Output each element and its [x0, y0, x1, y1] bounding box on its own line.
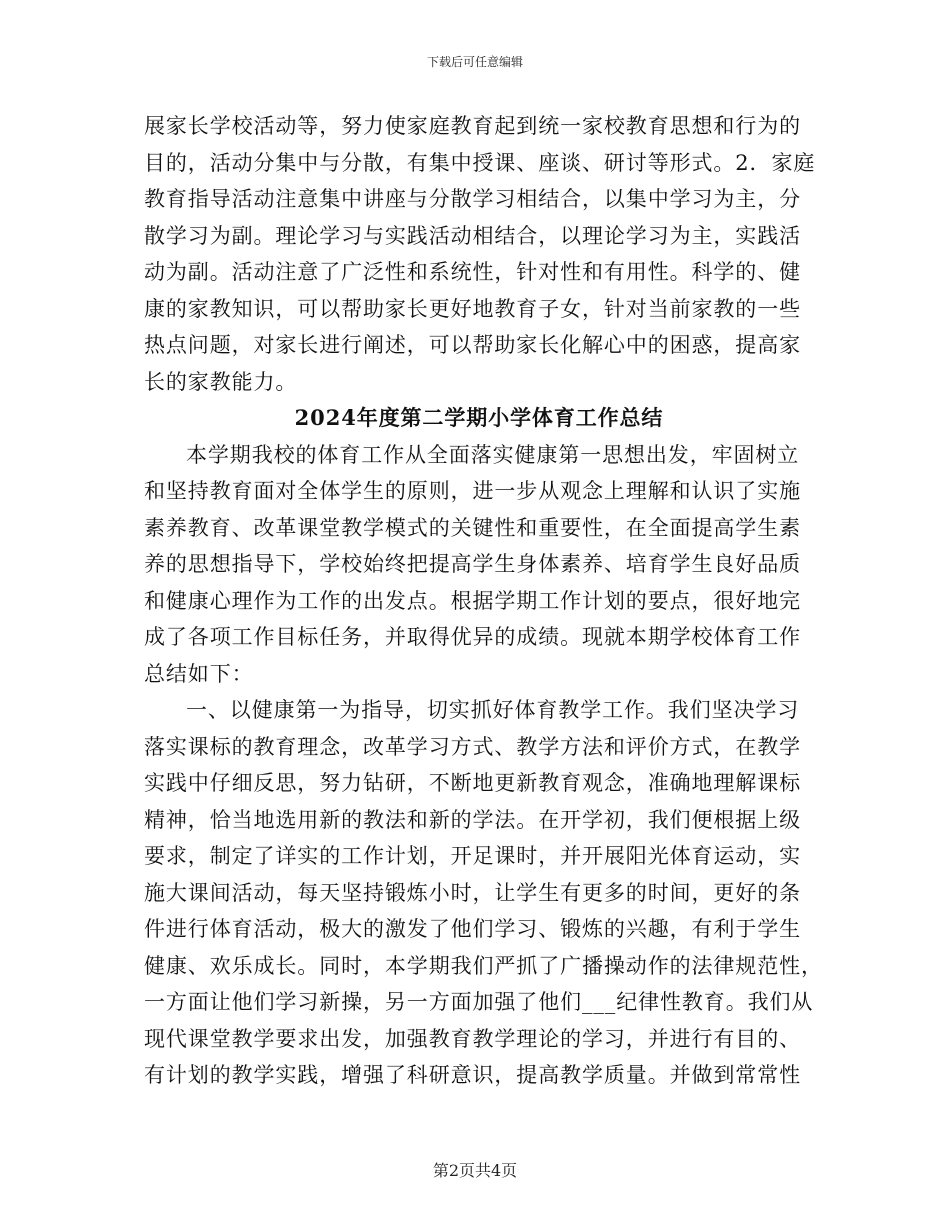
text-line: 落实课标的教育理念，改革学习方式、教学方法和评价方式，在教学	[144, 734, 801, 759]
text-line: 热点问题，对家长进行阐述，可以帮助家长化解心中的困惑，提高家	[144, 333, 801, 357]
text-line: 养的思想指导下，学校始终把提高学生身体素养、培育学生良好品质	[144, 552, 801, 576]
text-line: 本学期我校的体育工作从全面落实健康第一思想出发，牢固树立	[186, 442, 800, 467]
text-line: 成了各项工作目标任务，并取得优异的成绩。现就本期学校体育工作	[144, 625, 801, 649]
text-line: 现代课堂教学要求出发，加强教育教学理论的学习，并进行有目的、	[144, 1026, 801, 1051]
text-line: 和坚持教育面对全体学生的原则，进一步从观念上理解和认识了实施	[144, 479, 801, 503]
text-line: 总结如下：	[144, 661, 254, 686]
page-header: 下载后可任意编辑	[426, 55, 523, 69]
section-title: 2024年度第二学期小学体育工作总结	[294, 405, 664, 430]
text-line: 康的家教知识，可以帮助家长更好地教育子女，针对当前家教的一些	[144, 296, 801, 321]
text-line: 一方面让他们学习新操，另一方面加强了他们___纪律性教育。我们从	[144, 990, 814, 1014]
text-line: 实践中仔细反思，努力钻研，不断地更新教育观念，准确地理解课标	[144, 771, 801, 795]
text-line: 精神，恰当地选用新的教法和新的学法。在开学初，我们便根据上级	[144, 807, 801, 832]
text-line: 长的家教能力。	[144, 369, 298, 394]
text-line: 施大课间活动，每天坚持锻炼小时，让学生有更多的时间，更好的条	[144, 880, 801, 905]
text-line: 健康、欢乐成长。同时，本学期我们严抓了广播操动作的法律规范性，	[144, 953, 823, 978]
document-body	[144, 108, 823, 1094]
text-line: 有计划的教学实践，增强了科研意识，提高教学质量。并做到常常性	[144, 1063, 801, 1087]
text-line: 目的，活动分集中与分散，有集中授课、座谈、研讨等形式。2．家庭	[144, 150, 816, 175]
text-line: 动为副。活动注意了广泛性和系统性，针对性和有用性。科学的、健	[144, 260, 801, 284]
text-line: 和健康心理作为工作的出发点。根据学期工作计划的要点，很好地完	[144, 588, 801, 613]
text-line: 教育指导活动注意集中讲座与分散学习相结合，以集中学习为主，分	[144, 187, 801, 211]
text-line: 一、以健康第一为指导，切实抓好体育教学工作。我们坚决学习	[186, 698, 800, 722]
text-line: 素养教育、改革课堂教学模式的关键性和重要性，在全面提高学生素	[144, 515, 801, 540]
text-line: 散学习为副。理论学习与实践活动相结合，以理论学习为主，实践活	[144, 223, 801, 248]
text-line: 展家长学校活动等，努力使家庭教育起到统一家校教育思想和行为的	[144, 114, 801, 138]
page-footer: 第2页共4页	[432, 1161, 518, 1180]
text-line: 要求，制定了详实的工作计划，开足课时，并开展阳光体育运动，实	[144, 844, 801, 868]
text-line: 件进行体育活动，极大的激发了他们学习、锻炼的兴趣，有利于学生	[144, 917, 801, 941]
